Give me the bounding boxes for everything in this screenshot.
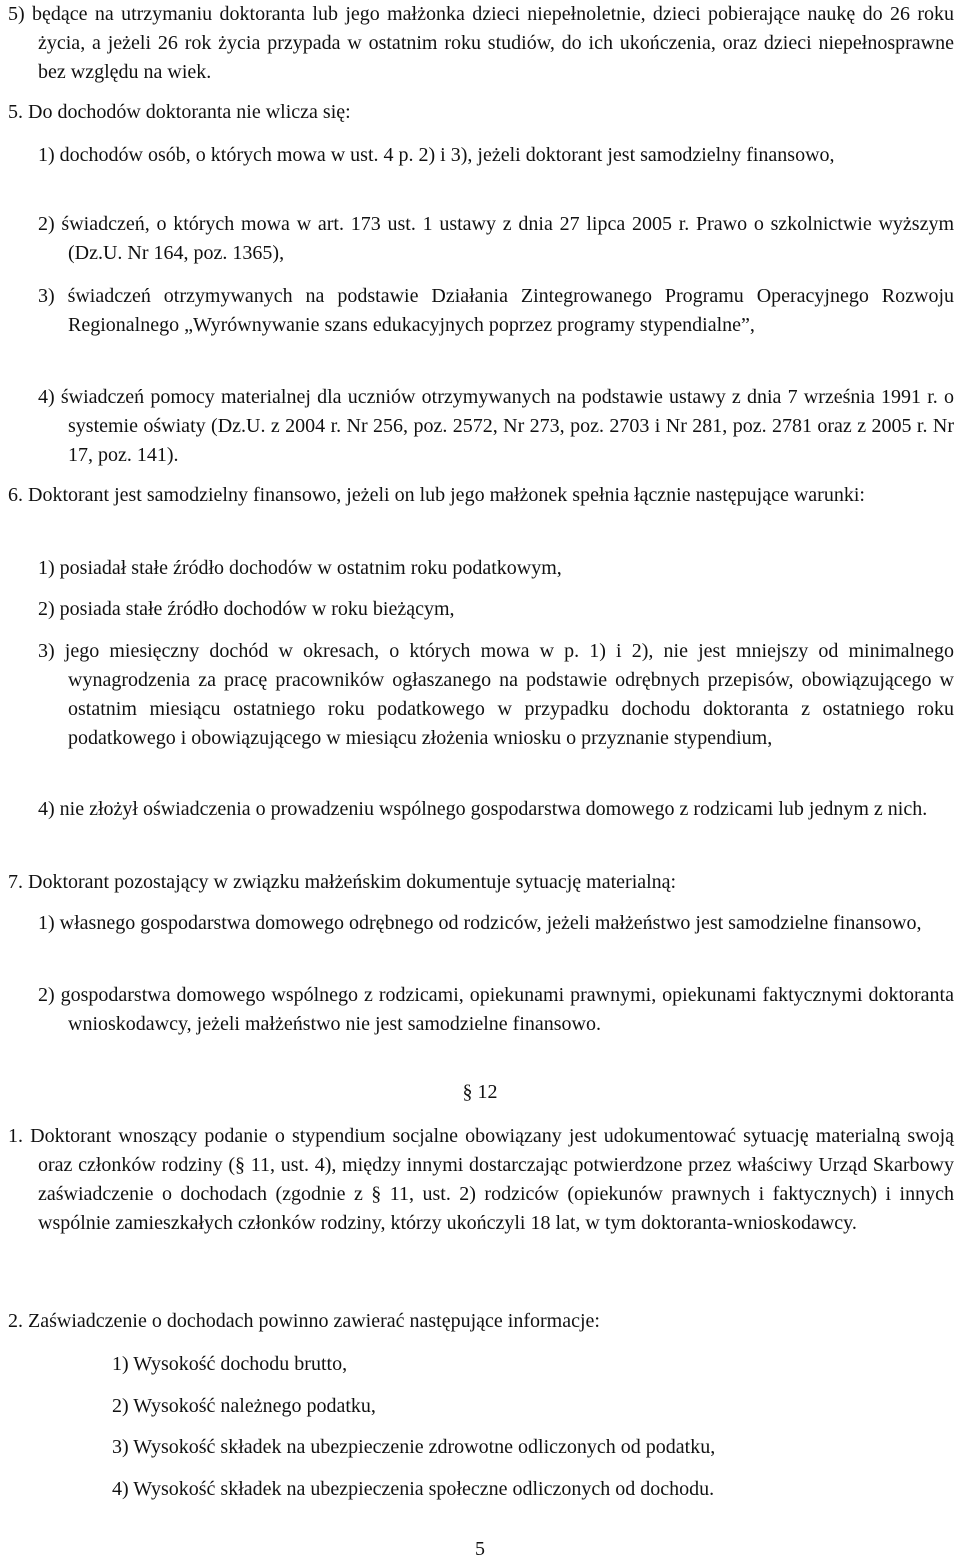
list-item-12-2-4: 4) Wysokość składek na ubezpieczenia społeczne odliczonych od dochodu.	[112, 1478, 715, 1500]
paragraph-12-2: 2. Zaświadczenie o dochodach powinno zawierać następujące informacje:	[8, 1310, 600, 1332]
paragraph-12-1: 1. Doktorant wnoszący podanie o stypendium socjalne obowiązany jest udokumentować sytuację materialną swoją oraz członków rodziny (§ 11, ust. 4), między innymi dostarczając potwierdzone przez właściwy Urząd Skarbowy zaświadczenie o dochodach (zgodnie z § 11, ust. 2) rodziców (opiekunów prawnych i faktycznych) i innych wspólnie zamieszkałych członków rodziny, którzy ukończyli 18 lat, w tym doktoranta-wnioskodawcy.	[8, 1125, 954, 1234]
page-number: 5	[475, 1538, 485, 1560]
list-item-6-3: 3) jego miesięczny dochód w okresach, o których mowa w p. 1) i 2), nie jest mniejszy od minimalnego wynagrodzenia za pracę pracowników ogłaszanego na podstawie odrębnych przepisów, obowiązującego w ostatnim miesiącu ostatniego roku podatkowego w przypadku dochodu doktoranta z ostatniego roku podatkowego i obowiązującego w miesiącu złożenia wniosku o przyznanie stypendium,	[38, 640, 954, 749]
list-item-7-2: 2) gospodarstwa domowego wspólnego z rodzicami, opiekunami prawnymi, opiekunami faktycznymi doktoranta wnioskodawcy, jeżeli małżeństwo nie jest samodzielne finansowo.	[38, 984, 954, 1035]
list-item-5-2: 2) świadczeń, o których mowa w art. 173 ust. 1 ustawy z dnia 27 lipca 2005 r. Prawo o szkolnictwie wyższym (Dz.U. Nr 164, poz. 1365),	[38, 213, 954, 264]
section-heading-12: § 12	[462, 1081, 498, 1103]
list-item-5-4: 4) świadczeń pomocy materialnej dla uczniów otrzymywanych na podstawie ustawy z dnia 7 września 1991 r. o systemie oświaty (Dz.U. z 2004 r. Nr 256, poz. 2572, Nr 273, poz. 2703 i Nr 281, poz. 2781 oraz z 2005 r. Nr 17, poz. 141).	[38, 386, 954, 466]
list-item-6-2: 2) posiada stałe źródło dochodów w roku bieżącym,	[38, 598, 455, 620]
list-item-12-2-3: 3) Wysokość składek na ubezpieczenie zdrowotne odliczonych od podatku,	[112, 1436, 716, 1458]
paragraph-5-heading: 5. Do dochodów doktoranta nie wlicza się:	[8, 101, 351, 123]
paragraph-item-5-dependents: 5) będące na utrzymaniu doktoranta lub jego małżonka dzieci niepełnoletnie, dzieci pobierające naukę do 26 roku życia, a jeżeli 26 rok życia przypada w ostatnim roku studiów, do ich ukończenia, oraz dzieci niepełnosprawne bez względu na wiek.	[8, 3, 954, 83]
list-item-5-3: 3) świadczeń otrzymywanych na podstawie Działania Zintegrowanego Programu Operacyjnego Rozwoju Regionalnego „Wyrównywanie szans edukacyjnych poprzez programy stypendialne”,	[38, 285, 954, 336]
list-item-6-4: 4) nie złożył oświadczenia o prowadzeniu wspólnego gospodarstwa domowego z rodzicami lub jednym z nich.	[38, 798, 928, 820]
list-item-12-2-1: 1) Wysokość dochodu brutto,	[112, 1353, 348, 1375]
list-item-7-1: 1) własnego gospodarstwa domowego odrębnego od rodziców, jeżeli małżeństwo jest samodzielne finansowo,	[38, 912, 922, 934]
paragraph-7: 7. Doktorant pozostający w związku małżeńskim dokumentuje sytuację materialną:	[8, 871, 677, 893]
list-item-6-1: 1) posiadał stałe źródło dochodów w ostatnim roku podatkowym,	[38, 557, 562, 579]
list-item-12-2-2: 2) Wysokość należnego podatku,	[112, 1395, 376, 1417]
paragraph-6: 6. Doktorant jest samodzielny finansowo, jeżeli on lub jego małżonek spełnia łącznie następujące warunki:	[8, 484, 865, 506]
list-item-5-1: 1) dochodów osób, o których mowa w ust. 4 p. 2) i 3), jeżeli doktorant jest samodzielny finansowo,	[38, 144, 835, 166]
